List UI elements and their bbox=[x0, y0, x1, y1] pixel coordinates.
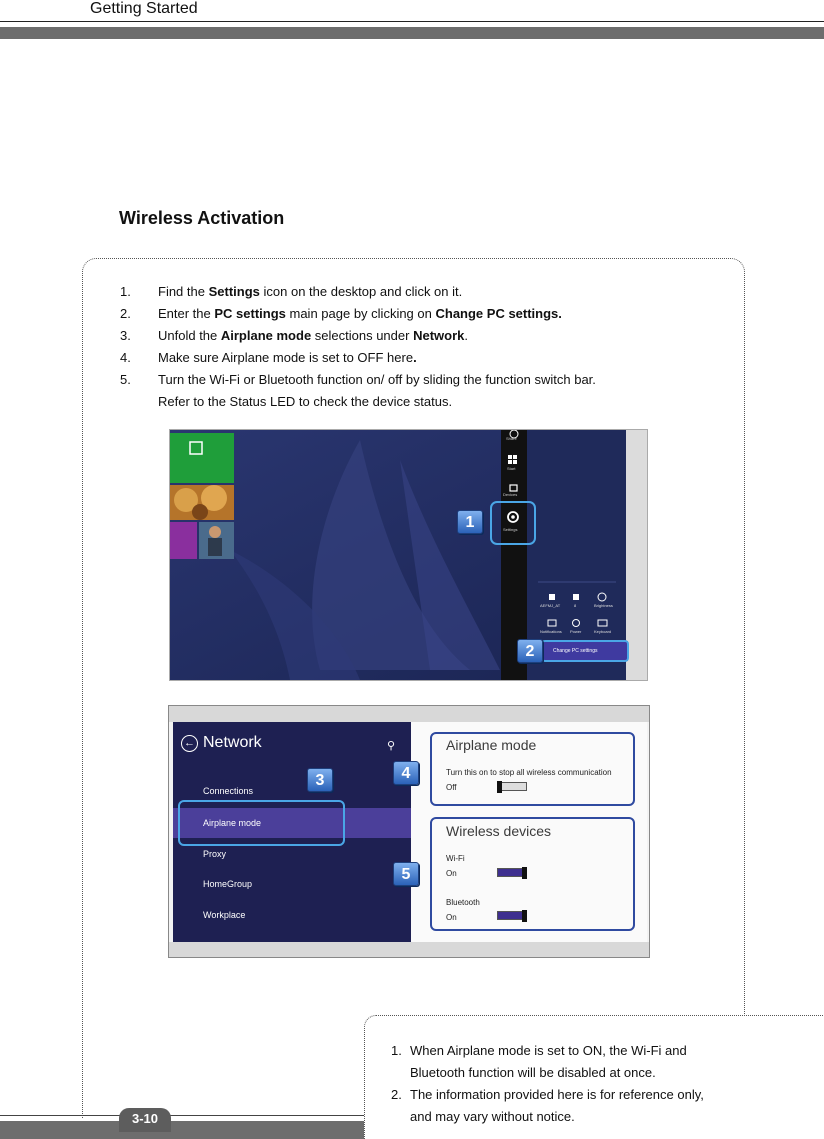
note-line: When Airplane mode is set to ON, the Wi-Fi and bbox=[410, 1043, 687, 1058]
start-screen-illustration bbox=[170, 430, 648, 681]
step-text: Turn the Wi-Fi or Bluetooth function on/ off by sliding the function switch bar. bbox=[158, 372, 596, 387]
footer-bar bbox=[0, 1121, 364, 1139]
step-bold: . bbox=[413, 350, 417, 365]
nav-item-airplane-mode[interactable]: Airplane mode bbox=[203, 818, 262, 828]
note-line: The information provided here is for reference only, bbox=[410, 1087, 704, 1102]
step-bold: Airplane mode bbox=[220, 328, 312, 343]
step-text: Make sure Airplane mode is set to OFF here bbox=[158, 350, 414, 365]
step-number: 4. bbox=[120, 350, 131, 365]
charm-devices-label[interactable]: Devices bbox=[503, 492, 518, 497]
charm-start-label[interactable]: Start bbox=[507, 466, 516, 471]
step-number: 5. bbox=[120, 372, 131, 387]
quick-power-label[interactable]: Power bbox=[570, 629, 582, 634]
note-line: Bluetooth function will be disabled at once. bbox=[410, 1065, 656, 1080]
callout-badge-5: 5 bbox=[393, 862, 419, 886]
nav-item-workplace[interactable]: Workplace bbox=[203, 910, 246, 920]
step-4 bbox=[120, 347, 680, 369]
airplane-mode-toggle[interactable] bbox=[497, 782, 527, 791]
steps-list bbox=[120, 281, 680, 413]
notes-list bbox=[391, 1040, 791, 1128]
header-rule bbox=[0, 21, 824, 22]
step-text: Enter the bbox=[158, 306, 215, 321]
quick-volume-label[interactable]: 8 bbox=[574, 603, 577, 608]
wifi-state: On bbox=[446, 869, 457, 878]
nav-item-homegroup[interactable]: HomeGroup bbox=[203, 879, 253, 889]
airplane-mode-title: Airplane mode bbox=[446, 737, 537, 753]
note-line: and may vary without notice. bbox=[410, 1109, 575, 1124]
step-bold: Change PC settings. bbox=[435, 306, 562, 321]
section-title: Wireless Activation bbox=[119, 208, 285, 228]
note-number: 2. bbox=[391, 1087, 402, 1102]
step-2 bbox=[120, 303, 680, 325]
header-bar bbox=[0, 27, 824, 39]
wifi-toggle[interactable] bbox=[497, 868, 527, 877]
airplane-mode-state: Off bbox=[446, 783, 457, 792]
callout-badge-3: 3 bbox=[307, 768, 333, 792]
step-number: 2. bbox=[120, 306, 131, 321]
step-text: main page by clicking on bbox=[285, 306, 436, 321]
step-text: . bbox=[464, 328, 468, 343]
screenshot-settings-charm bbox=[169, 429, 648, 681]
charm-share-label[interactable]: Share bbox=[506, 436, 517, 441]
step-text: Find the bbox=[158, 284, 209, 299]
page-number: 3-10 bbox=[119, 1108, 171, 1132]
step-5 bbox=[120, 369, 680, 391]
note-number: 1. bbox=[391, 1043, 402, 1058]
bluetooth-label: Bluetooth bbox=[446, 898, 480, 907]
step-bold: Network bbox=[413, 328, 465, 343]
note-1 bbox=[391, 1040, 791, 1084]
screenshot-pc-settings-network bbox=[168, 705, 650, 958]
quick-keyboard-label[interactable]: Keyboard bbox=[594, 629, 612, 634]
highlight-outline-airplane-nav bbox=[178, 800, 345, 846]
bluetooth-state: On bbox=[446, 913, 457, 922]
step-number: 3. bbox=[120, 328, 131, 343]
airplane-mode-desc: Turn this on to stop all wireless communication bbox=[446, 768, 612, 777]
network-title: Network bbox=[203, 734, 262, 751]
step-text: Unfold the bbox=[158, 328, 221, 343]
step-bold: PC settings bbox=[214, 306, 286, 321]
screenshot-top-band bbox=[169, 706, 650, 722]
note-2 bbox=[391, 1084, 791, 1128]
quick-brightness-label[interactable]: Brightness bbox=[594, 603, 613, 608]
step-5-subtext: Refer to the Status LED to check the device status. bbox=[158, 394, 453, 409]
wireless-devices-title: Wireless devices bbox=[446, 823, 552, 839]
nav-item-connections[interactable]: Connections bbox=[203, 786, 254, 796]
step-1 bbox=[120, 281, 680, 303]
network-header bbox=[181, 734, 262, 752]
callout-badge-2: 2 bbox=[517, 639, 543, 663]
callout-badge-4: 4 bbox=[393, 761, 419, 785]
wifi-label: Wi-Fi bbox=[446, 854, 465, 863]
footer-rule bbox=[0, 1115, 364, 1116]
change-pc-settings-link[interactable]: Change PC settings bbox=[553, 648, 598, 654]
step-bold: Settings bbox=[208, 284, 260, 299]
charm-settings-label[interactable]: Settings bbox=[503, 527, 518, 532]
bluetooth-toggle[interactable] bbox=[497, 911, 527, 920]
step-number: 1. bbox=[120, 284, 131, 299]
step-3 bbox=[120, 325, 680, 347]
running-header: Getting Started bbox=[90, 0, 198, 17]
quick-network-label[interactable]: AEFMJ_AT bbox=[540, 603, 561, 608]
step-text: icon on the desktop and click on it. bbox=[259, 284, 463, 299]
nav-item-proxy[interactable]: Proxy bbox=[203, 849, 227, 859]
step-text: selections under bbox=[311, 328, 414, 343]
callout-badge-1: 1 bbox=[457, 510, 483, 534]
back-arrow-icon[interactable]: ← bbox=[181, 735, 198, 752]
screenshot-bottom-band bbox=[169, 942, 650, 958]
search-icon[interactable]: ⚲ bbox=[387, 740, 396, 752]
quick-notifications-label[interactable]: Notifications bbox=[540, 629, 562, 634]
